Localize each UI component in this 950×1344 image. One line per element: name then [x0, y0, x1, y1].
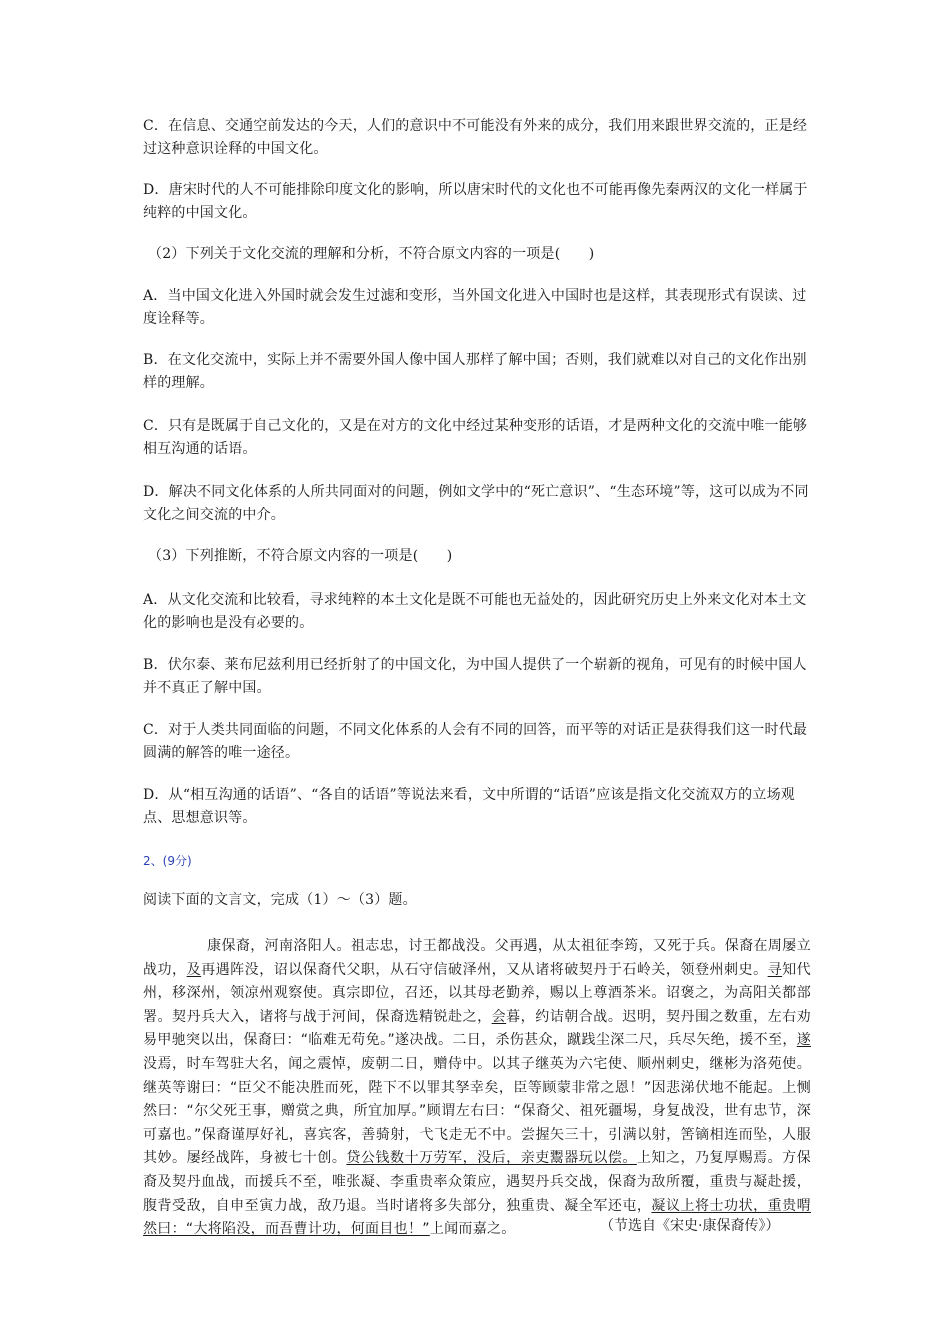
q1-option-c: C．在信息、交通空前发达的今天，人们的意识中不可能没有外来的成分，我们用来跟世界交流的，正是经过这种意识诠释的中国文化。: [143, 118, 808, 157]
q2-option-c: C．只有是既属于自己文化的，又是在对方的文化中经过某种变形的话语，才是两种文化的交流中唯一能够相互沟通的话语。: [143, 418, 808, 457]
q2-option-a: A．当中国文化进入外国时就会发生过滤和变形，当外国文化进入中国时也是这样，其表现形式有误读、过度诠释等。: [143, 288, 807, 327]
q2-option-d: D．解决不同文化体系的人所共同面对的问题，例如文学中的“死亡意识”、“生态环境”等，这可以成为不同文化之间交流的中介。: [143, 484, 809, 523]
q3-option-a: A．从文化交流和比较看，寻求纯粹的本土文化是既不可能也无益处的，因此研究历史上外来文化对本土文化的影响也是没有必要的。: [143, 592, 807, 631]
q1-option-d: D．唐宋时代的人不可能排除印度文化的影响，所以唐宋时代的文化也不可能再像先秦两汉的文化一样属于纯粹的中国文化。: [143, 182, 808, 221]
q3-option-b: B．伏尔泰、莱布尼兹利用已经折射了的中国文化，为中国人提供了一个崭新的视角，可见有的时候中国人并不真正了解中国。: [143, 657, 807, 696]
underlined-sentence: 贷公钱数十万劳军，没后，亲吏鬻器玩以偿。: [346, 1150, 637, 1167]
underlined-word: 及: [186, 961, 202, 978]
q2-stem: （2）下列关于文化交流的理解和分析，不符合原文内容的一项是( ): [148, 246, 595, 262]
q3-option-c: C．对于人类共同面临的问题，不同文化体系的人会有不同的回答，而平等的对话正是获得我们这一时代最圆满的解答的唯一途径。: [143, 722, 808, 761]
section-instruction: 阅读下面的文言文，完成（1）～（3）题。: [143, 892, 417, 908]
underlined-word: 会: [491, 1008, 507, 1025]
q3-stem: （3）下列推断，不符合原文内容的一项是( ): [148, 548, 453, 564]
q2-option-b: B．在文化交流中，实际上并不需要外国人像中国人那样了解中国；否则，我们就难以对自己的文化作出别样的理解。: [143, 352, 807, 391]
source-citation: （节选自《宋史·康保裔传》）: [600, 1218, 780, 1234]
underlined-word: 寻: [767, 961, 783, 978]
q3-option-d: D．从“相互沟通的话语”、“各自的话语”等说法来看，文中所谓的“话语”应该是指文化交流双方的立场观点、思想意识等。: [143, 787, 795, 826]
underlined-word: 遂: [796, 1032, 811, 1049]
section-heading: 2、(9分): [143, 854, 192, 868]
classical-passage: 康保裔，河南洛阳人。祖志忠，讨王都战没。父再遇，从太祖征李筠，又死于兵。保裔在周屡立战功，及再遇阵没，诏以保裔代父职，从石守信破泽州，又从诸将破契丹于石岭关，领登州刺史。寻知代州，移深州，领凉州观察使。真宗即位，召还，以其母老勤养，赐以上尊酒茶米。诏褒之，为高阳关都部署。契丹兵大入，诸将与战于河间，保裔选精锐赴之，会暮，约诘朝合战。迟明，契丹围之数重，左右劝易甲驰突以出，保裔曰：“临难无苟免。”遂决战。二日，杀伤甚众，蹴践尘深二尺，兵尽矢绝，援不至，遂没焉，时车驾驻大名，闻之震悼，废朝二日，赠侍中。以其子继英为六宅使、顺州刺史，继彬为洛苑使。继英等谢曰：“臣父不能决胜而死，陛下不以罪其孥幸矣，臣等顾蒙非常之恩！”因悲涕伏地不能起。上恻然曰：“尔父死王事，赠赏之典，所宜加厚。”顾谓左右曰：“保裔父、祖死疆埸，身复战没，世有忠节，深可嘉也。”保裔谨厚好礼，喜宾客，善骑射，弋飞走无不中。尝握矢三十，引满以射，筈镝相连而坠，人服其妙。屡经战阵，身被七十创。贷公钱数十万劳军，没后，亲吏鬻器玩以偿。上知之，乃复厚赐焉。方保裔及契丹血战，而援兵不至，唯张凝、李重贵率众策应，遇契丹兵交战，保裔为敌所覆，重贵与凝赴援，腹背受敌，自申至寅力战，敌乃退。当时诸将多失部分，独重贵、凝全军还屯，凝议上将士功状，重贵喟然曰：“大将陷没，而吾曹计功，何面目也！”上闻而嘉之。: [143, 938, 811, 1238]
underlined-sentence: 凝议上将士功状，重贵喟然曰：“大将陷没，而吾曹计功，何面目也！”: [143, 1197, 811, 1238]
